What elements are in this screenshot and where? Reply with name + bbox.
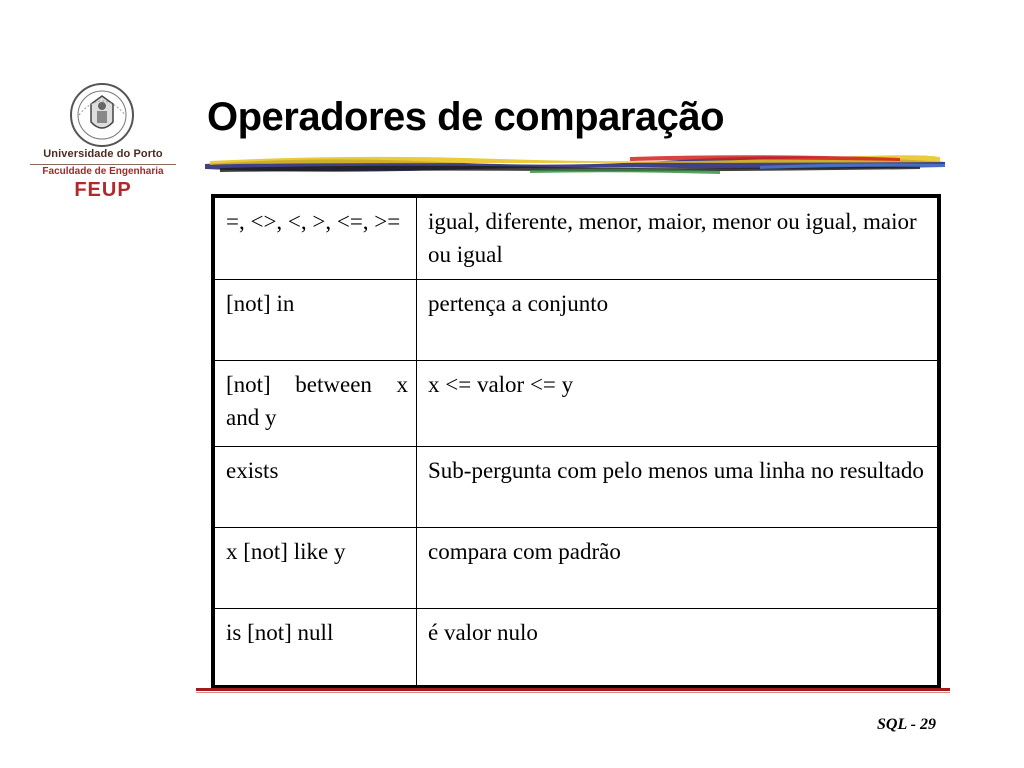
- feup-logo: [28, 82, 178, 207]
- university-name: Universidade do Porto: [43, 148, 163, 160]
- decorative-brush-stroke: [200, 150, 950, 180]
- operator-cell: x [not] like y: [215, 528, 417, 609]
- comparison-operators-table: [211, 194, 941, 688]
- meaning-cell: igual, diferente, menor, maior, menor ou igual, maior ou igual: [417, 198, 938, 280]
- meaning-cell: compara com padrão: [417, 528, 938, 609]
- page-number: SQL - 29: [877, 716, 936, 733]
- meaning-cell: x <= valor <= y: [417, 361, 938, 447]
- meaning-cell: pertença a conjunto: [417, 280, 938, 361]
- faculty-name: Faculdade de Engenharia: [42, 166, 164, 177]
- logo-divider: [30, 164, 176, 165]
- footer-rule-shadow: [196, 692, 950, 693]
- university-seal-icon: [69, 82, 135, 148]
- slide-title: Operadores de comparação: [207, 95, 725, 139]
- operator-cell: exists: [215, 447, 417, 528]
- operator-cell: [not] between x and y: [215, 361, 417, 447]
- table-row: [215, 361, 938, 447]
- table-row: [215, 447, 938, 528]
- meaning-cell: Sub-pergunta com pelo menos uma linha no resultado: [417, 447, 938, 528]
- table-row: [215, 280, 938, 361]
- meaning-cell: é valor nulo: [417, 609, 938, 690]
- table-row: [215, 528, 938, 609]
- table-row: [215, 198, 938, 280]
- operator-cell: =, <>, <, >, <=, >=: [215, 198, 417, 280]
- operator-cell: is [not] null: [215, 609, 417, 690]
- operator-cell: [not] in: [215, 280, 417, 361]
- table-row: [215, 609, 938, 690]
- footer-rule: [196, 688, 950, 691]
- faculty-acronym: FEUP: [74, 179, 132, 201]
